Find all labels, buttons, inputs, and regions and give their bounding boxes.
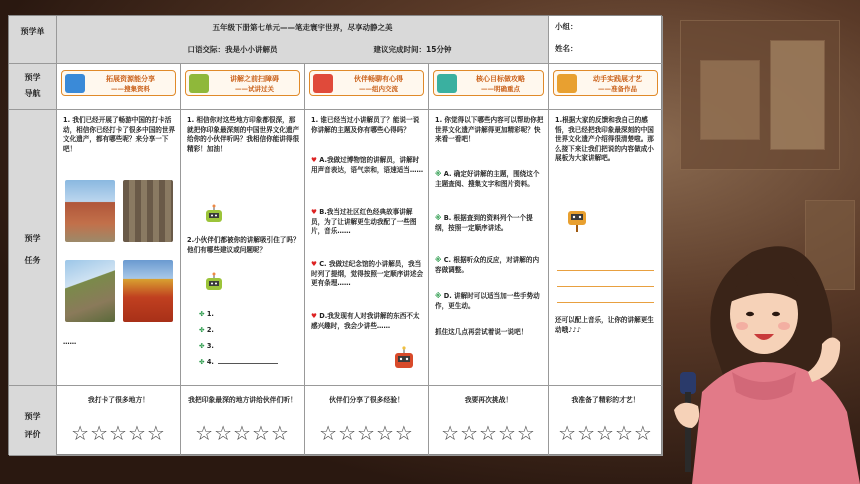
photo-great-wall (65, 260, 115, 322)
guide-badge (433, 70, 544, 96)
page-title: 五年级下册第七单元——笔走寰宇世界，尽享动静之美 (212, 23, 393, 32)
task-label-cell (9, 110, 57, 386)
task-1-more: …… (63, 338, 77, 346)
photo-pagoda (65, 180, 115, 242)
task-col-5 (549, 110, 663, 386)
guide-cell (305, 64, 429, 110)
header-label-cell (9, 16, 57, 64)
eval-text: 伙伴们分享了很多经验！ (329, 396, 404, 404)
task-col-3 (305, 110, 429, 386)
numbered-item[interactable]: ✤ 3. (199, 342, 214, 350)
task-2-text: 1. 相信你对这些地方印象都很深，那就把你印象最深刻的中国世界文化遗产给你的小伙伴听吗？我相信你能讲得很精彩！加油！ (187, 116, 300, 153)
task-col-1 (57, 110, 181, 386)
eval-text: 我打卡了很多地方！ (87, 396, 150, 404)
task-4-option-c: ※ C. 根据听众的反应，对讲解的内容做调整。 (435, 256, 540, 274)
numbered-item[interactable]: ✤ 4. (199, 358, 299, 368)
worksheet (8, 15, 662, 455)
badge-title: 拓展资源能分享 (106, 75, 155, 83)
robot-icon (437, 74, 457, 93)
task-3-option-b: ♥ B.我当过社区红色经典故事讲解员，为了让讲解更生动我配了一些图片，音乐…… (311, 208, 417, 236)
task-5-text: 1.根据大家的反馈和我自己的感悟，我已经把我印象最深刻的中国世界文化遗产介绍得很清楚啦。那么接下来让我们把说的内容做成小展板为大家讲解吧。 (555, 116, 654, 163)
red-robot-icon (391, 346, 417, 372)
badge-title: 伙伴畅聊有心得 (354, 75, 403, 83)
presenter-illustration (672, 222, 860, 484)
numbered-item[interactable]: ✤ 2. (199, 326, 214, 334)
robot-icon (65, 74, 85, 93)
task-1-text: 1. 我们已经开展了畅游中国的打卡活动，相信你已经打卡了很多中国的世界文化遗产，都有哪些呢？来分享一下吧！ (63, 116, 176, 153)
badge-title: 核心目标做攻略 (476, 75, 525, 83)
task-4-option-a: ※ A. 确定好讲解的主题，围绕这个主题查阅、搜集文字和图片资料。 (435, 170, 540, 188)
info-cell (549, 16, 663, 64)
eval-cell (181, 386, 305, 456)
badge-subtitle: ——明确重点 (481, 85, 520, 93)
eval-text: 我准备了精彩的才艺！ (571, 396, 640, 404)
guide-label-cell (9, 64, 57, 110)
star-rating[interactable]: ☆☆☆☆☆ (71, 421, 166, 445)
guide-badge (553, 70, 658, 96)
header-label: 预学单 (20, 27, 45, 36)
star-rating[interactable]: ☆☆☆☆☆ (195, 421, 290, 445)
eval-cell (57, 386, 181, 456)
task-5-ending: 还可以配上音乐，让你的讲解更生动哦♪♪♪ (555, 316, 654, 334)
badge-subtitle: ——试讲过关 (235, 85, 274, 93)
task-4-text: 1. 你觉得以下哪些内容可以帮助你把世界文化遗产讲解得更加精彩呢？快来看一看吧！ (435, 116, 544, 144)
writing-line[interactable] (557, 302, 654, 303)
guide-label: 预学 导航 (24, 73, 41, 98)
yellow-robot-icon (565, 208, 589, 234)
suggested-time: 建议完成时间：15分钟 (373, 45, 452, 54)
guide-badge (185, 70, 300, 96)
task-3-option-c: ♥ C. 我做过纪念馆的小讲解员，我当时列了提纲，觉得按照一定顺序讲述会更有条理…… (311, 260, 424, 288)
robot-icon (203, 272, 225, 294)
task-col-4 (429, 110, 549, 386)
guide-cell (57, 64, 181, 110)
guide-badge (61, 70, 176, 96)
star-rating[interactable]: ☆☆☆☆☆ (558, 421, 653, 445)
robot-icon (557, 74, 577, 93)
badge-subtitle: ——准备作品 (598, 85, 637, 93)
guide-badge (309, 70, 424, 96)
name-field[interactable]: 姓名： (555, 44, 578, 53)
robot-icon (203, 204, 225, 226)
guide-cell (181, 64, 305, 110)
photo-forbidden-city (123, 260, 173, 322)
eval-cell (429, 386, 549, 456)
eval-cell (549, 386, 663, 456)
star-rating[interactable]: ☆☆☆☆☆ (319, 421, 414, 445)
task-col-2 (181, 110, 305, 386)
badge-title: 动手实践展才艺 (593, 75, 642, 83)
task-2-question: 2.小伙伴们都被你的讲解吸引住了吗？他们有哪些建议或问题呢？ (187, 236, 300, 254)
robot-icon (189, 74, 209, 93)
badge-title: 讲解之前扫障碍 (230, 75, 279, 83)
task-4-option-d: ※ D. 讲解时可以适当加一些手势动作，更生动。 (435, 292, 540, 310)
numbered-item[interactable]: ✤ 1. (199, 310, 214, 318)
page-subtitle: 口语交际：我是小小讲解员 (187, 45, 278, 54)
eval-label: 预学 评价 (24, 412, 41, 439)
photo-terracotta (123, 180, 173, 242)
task-3-option-d: ♥ D.我发现有人对我讲解的东西不太感兴趣时，我会少讲些…… (311, 312, 420, 330)
task-4-option-b: ※ B. 根据查到的资料列个一个提纲，按照一定顺序讲述。 (435, 214, 533, 232)
task-label: 预学 任务 (24, 234, 41, 265)
group-field[interactable]: 小组： (555, 22, 578, 31)
badge-subtitle: ——组内交流 (359, 85, 398, 93)
writing-line[interactable] (557, 286, 654, 287)
task-3-option-a: ♥ A.我做过博物馆的讲解员，讲解时用声音表达，语气亲和，语速适当…… (311, 156, 424, 174)
title-cell (57, 16, 549, 64)
star-rating[interactable]: ☆☆☆☆☆ (441, 421, 536, 445)
eval-text: 我要再次挑战！ (464, 396, 513, 404)
eval-label-cell (9, 386, 57, 456)
eval-cell (305, 386, 429, 456)
task-3-text: 1. 谁已经当过小讲解员了？能说一说你讲解的主题及你有哪些心得吗？ (311, 116, 420, 134)
writing-line[interactable] (557, 270, 654, 271)
robot-icon (313, 74, 333, 93)
eval-text: 我把印象最深的地方讲给伙伴们听！ (188, 396, 297, 404)
guide-cell (429, 64, 549, 110)
badge-subtitle: ——搜集资料 (111, 85, 150, 93)
guide-cell (549, 64, 663, 110)
task-4-ending: 抓住这几点再尝试着说一说吧！ (435, 328, 528, 336)
